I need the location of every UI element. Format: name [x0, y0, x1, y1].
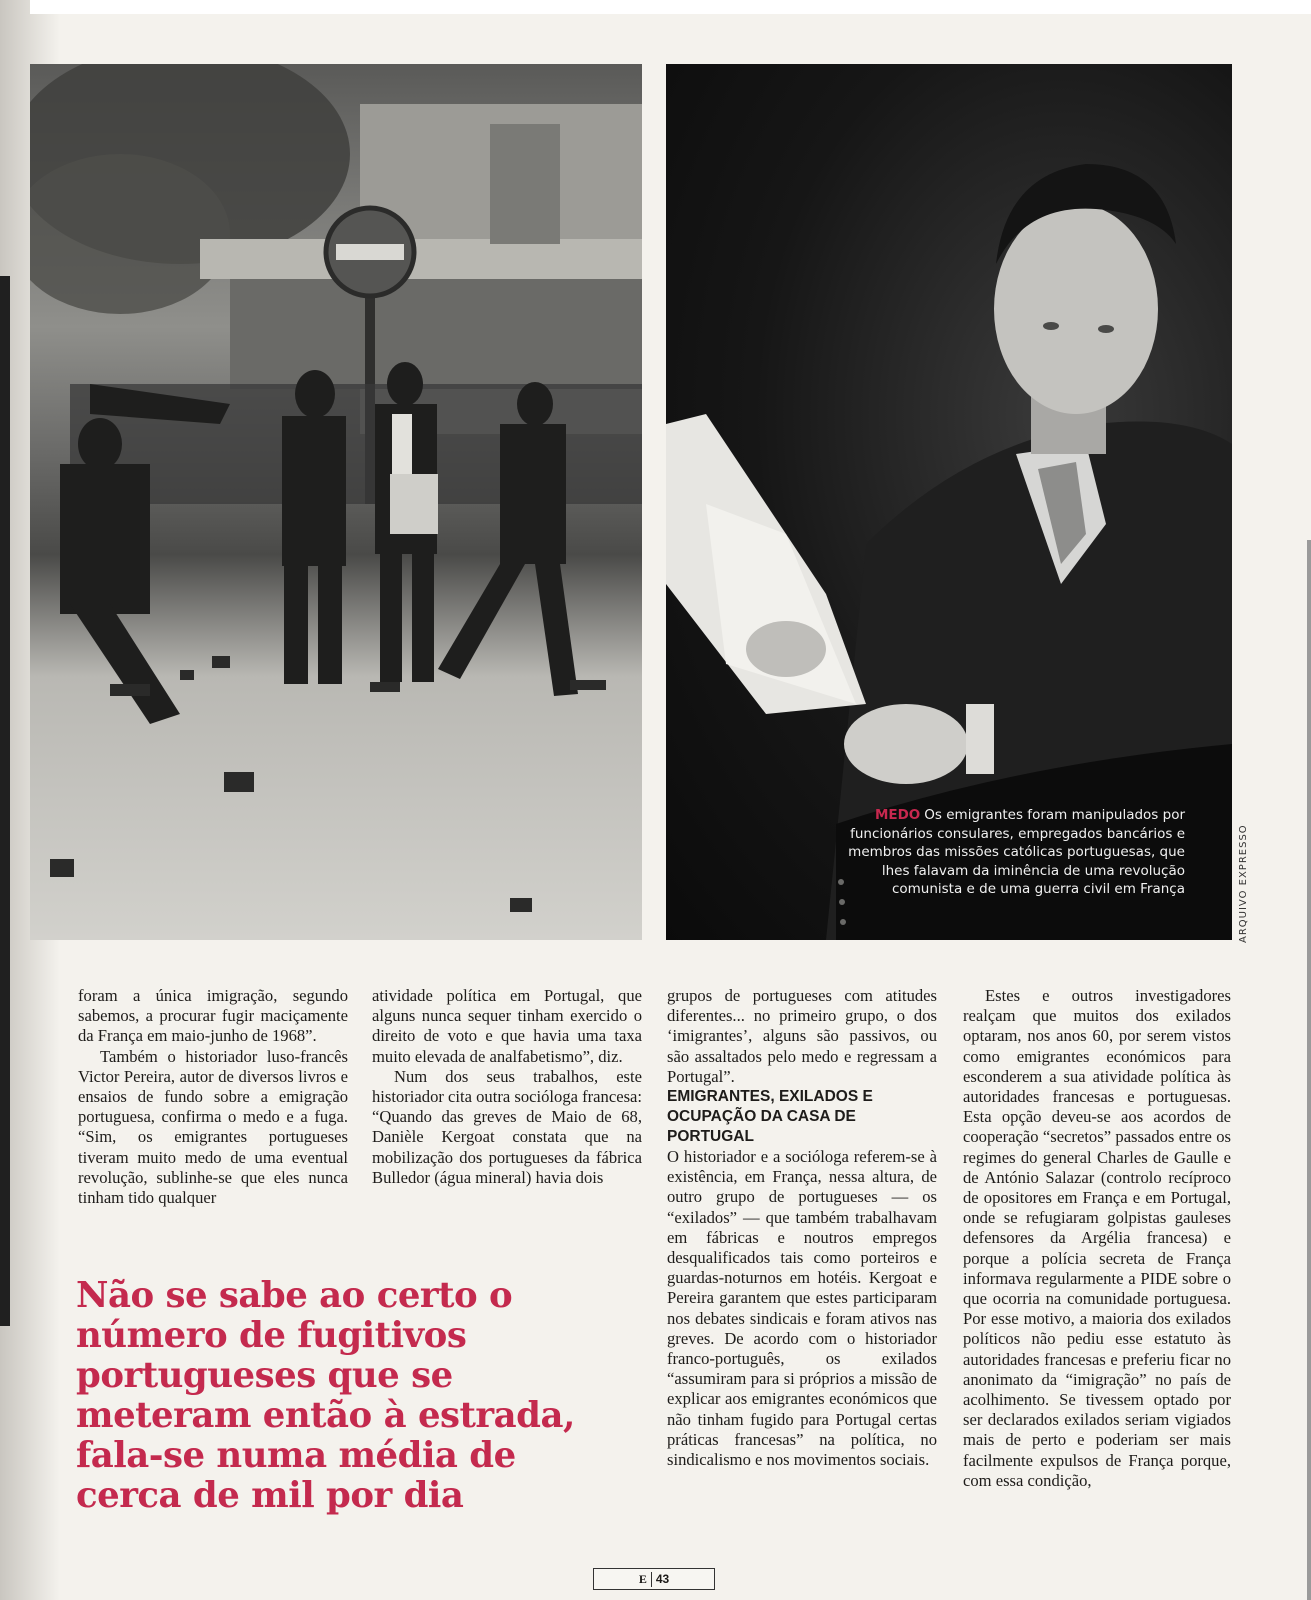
- photo-credit: ARQUIVO EXPRESSO: [1238, 824, 1249, 943]
- paragraph: Estes e outros investigadores realçam que muitos dos exilados optaram, nos anos 60, por serem vistos como emigrantes económicos para esconderem a sua atividade política às autoridades francesas e portuguesas. Esta opção deveu-se aos acordos de cooperação “secretos” passados entre os regimes do general Charles de Gaulle e de António Salazar (controlo recíproco de opositores em França e em Portugal, onde se refugiaram golpistas gauleses defensores da Argélia francesa) e porque a polícia secreta de França informava regularmente a PIDE sobre o que ocorria na comunidade portuguesa. Por esse motivo, a maioria dos exilados políticos não pediu esse estatuto às autoridades francesas e preferiu ficar no anonimato da “imigração” no país de acolhimento. Se tivessem optado por ser declarados exilados seriam vigiados mais de perto e poderiam ser mais facilmente expulsos de França porque, com essa condição,: [963, 986, 1231, 1490]
- caption-kicker: MEDO: [874, 807, 921, 823]
- protest-photo: [30, 64, 642, 940]
- paragraph: grupos de portugueses com atitudes diferentes... no primeiro grupo, o dos ‘imigrantes’, alguns são passivos, ou são assaltados pelo medo e regressam a Portugal”.: [667, 986, 937, 1086]
- paragraph: Num dos seus trabalhos, este historiador cita outra socióloga francesa: “Quando das greves de Maio de 68, Danièle Kergoat constata que na mobilização dos portugueses da fábrica Bulledor (água mineral) havia dois: [372, 1066, 643, 1187]
- paragraph: foram a única imigração, segundo sabemos, a procurar fugir maciçamente da França em maio-junho de 1968”.: [78, 986, 348, 1046]
- text-column-2: [372, 986, 642, 1188]
- paragraph: O historiador e a socióloga referem-se à existência, em França, nessa altura, de outro grupo de portugueses — os “exilados” — que também trabalhavam em fábricas e noutros empregos desqualificados tais como porteiros e guardas-noturnos em hotéis. Kergoat e Pereira garantem que estes participaram nos debates sindicais e foram ativos nas greves. De acordo com o historiador franco-português, os exilados “assumiram para si próprios a missão de explicar aos emigrantes económicos que não tinham fugido para Portugal certas práticas francesas” na política, no sindicalismo e nos movimentos sociais.: [667, 1147, 937, 1470]
- scan-mark: [1307, 540, 1311, 1600]
- section-subhead: EMIGRANTES, EXILADOS E OCUPAÇÃO DA CASA DE PORTUGAL: [667, 1088, 873, 1146]
- protest-photo-icon: [30, 64, 642, 940]
- page-number: 43: [655, 1572, 670, 1586]
- photo-caption: [840, 806, 1185, 899]
- paragraph: Também o historiador luso-francês Victor Pereira, autor de diversos livros e ensaios de fundo sobre a emigração portuguesa, confirma o medo e a fuga. “Sim, os emigrantes portugueses tiveram muito medo de uma eventual revolução, sublinhe-se que eles nunca tinham tido qualquer: [78, 1046, 348, 1208]
- caption-text: Os emigrantes foram manipulados por funcionários consulares, empregados bancários e membros das missões católicas portuguesas, que lhes falavam da iminência de uma revolução comunista e de uma guerra civil em França: [848, 807, 1185, 897]
- page-folio: [593, 1568, 715, 1590]
- folio-brand: E: [639, 1572, 652, 1587]
- scan-mark: [0, 276, 10, 1326]
- text-column-4: [963, 986, 1231, 1491]
- pull-quote: Não se sabe ao certo o número de fugitivos portugueses que se meteram então à estrada, fala-se numa média de cerca de mil por dia: [76, 1275, 575, 1516]
- paragraph: atividade política em Portugal, que alguns nunca sequer tinham exercido o direito de voto e que havia uma taxa muito elevada de analfabetismo”, diz.: [372, 986, 642, 1066]
- text-column-1: [78, 986, 348, 1208]
- text-column-3: [667, 986, 937, 1470]
- scan-edge: [30, 0, 1311, 14]
